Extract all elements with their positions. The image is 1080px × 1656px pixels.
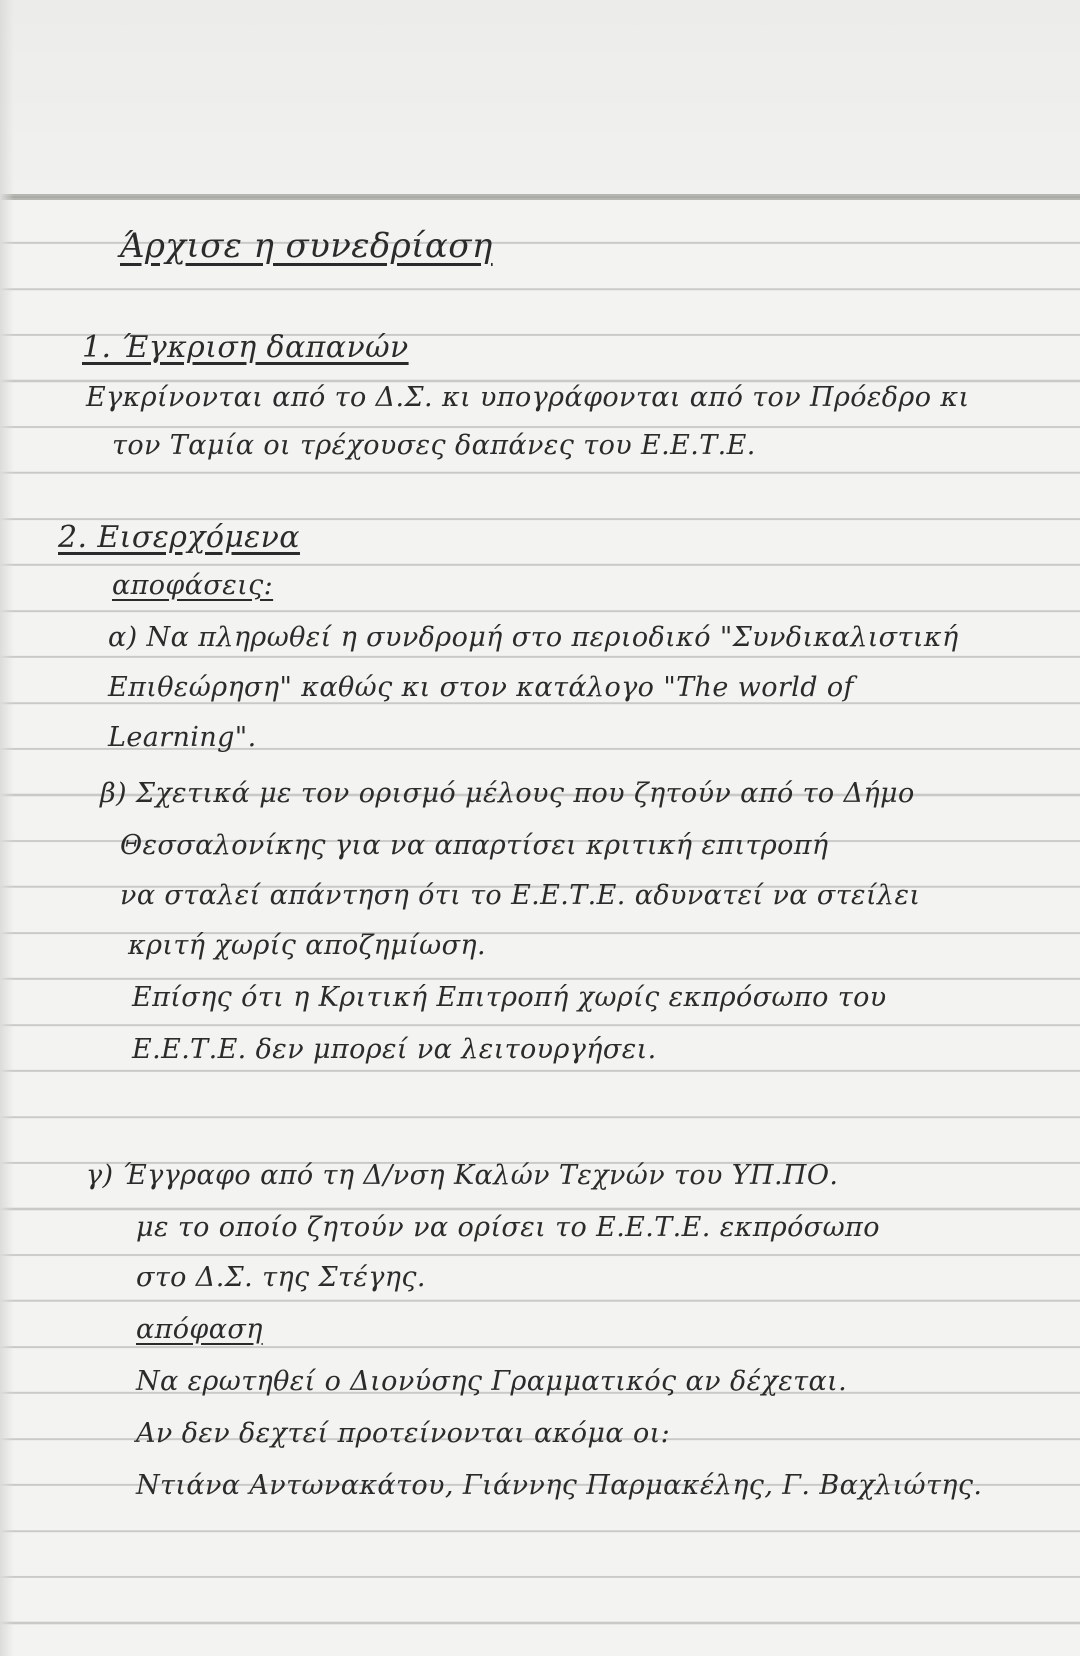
item-2-line-3: Learning". xyxy=(108,722,257,753)
item-1-line-2: τον Ταμία οι τρέχουσες δαπάνες του Ε.Ε.Τ.Ε. xyxy=(112,430,756,461)
item-2-line-2: Επιθεώρηση" καθώς κι στον κατάλογο "The world of xyxy=(108,672,854,703)
item-3-after-1: Να ερωτηθεί ο Διονύσης Γραμματικός αν δέχεται. xyxy=(136,1366,848,1397)
item-3-line-2: με το οποίο ζητούν να ορίσει το Ε.Ε.Τ.Ε. εκπρόσωπο xyxy=(136,1212,880,1243)
item-1-line-1: Εγκρίνονται από το Δ.Σ. κι υπογράφονται από τον Πρόεδρο κι xyxy=(86,382,970,413)
item-2-line-7: κριτή χωρίς αποζημίωση. xyxy=(128,930,486,961)
item-3-subheading: απόφαση xyxy=(136,1314,263,1345)
item-3-line-1: γ) Έγγραφο από τη Δ/νση Καλών Τεχνών του ΥΠ.ΠΟ. xyxy=(86,1160,839,1191)
item-2-line-1: α) Να πληρωθεί η συνδρομή στο περιοδικό "Συνδικαλιστική xyxy=(108,622,959,653)
item-1-heading: 1. Έγκριση δαπανών xyxy=(82,330,409,365)
heavy-rule-line xyxy=(0,194,1080,200)
page-top-band xyxy=(0,0,1080,196)
item-2-heading: 2. Εισερχόμενα xyxy=(58,520,300,555)
item-2-line-4: β) Σχετικά με τον ορισμό μέλους που ζητούν από το Δήμο xyxy=(100,778,915,809)
item-3-after-3: Ντιάνα Αντωνακάτου, Γιάννης Παρμακέλης, Γ. Βαχλιώτης. xyxy=(136,1470,983,1501)
item-3-line-3: στο Δ.Σ. της Στέγης. xyxy=(136,1262,426,1293)
item-2-subheading: αποφάσεις: xyxy=(112,570,274,601)
item-2-line-9: Ε.Ε.Τ.Ε. δεν μπορεί να λειτουργήσει. xyxy=(132,1034,657,1065)
item-2-line-8: Επίσης ότι η Κριτική Επιτροπή χωρίς εκπρόσωπο του xyxy=(132,982,887,1013)
item-2-line-6: να σταλεί απάντηση ότι το Ε.Ε.Τ.Ε. αδυνατεί να στείλει xyxy=(120,880,921,911)
session-title: Άρχισε η συνεδρίαση xyxy=(120,226,493,266)
item-3-after-2: Αν δεν δεχτεί προτείνονται ακόμα οι: xyxy=(136,1418,671,1449)
item-2-line-5: Θεσσαλονίκης για να απαρτίσει κριτική επιτροπή xyxy=(120,830,829,861)
page-margin-shadow xyxy=(0,0,14,1656)
